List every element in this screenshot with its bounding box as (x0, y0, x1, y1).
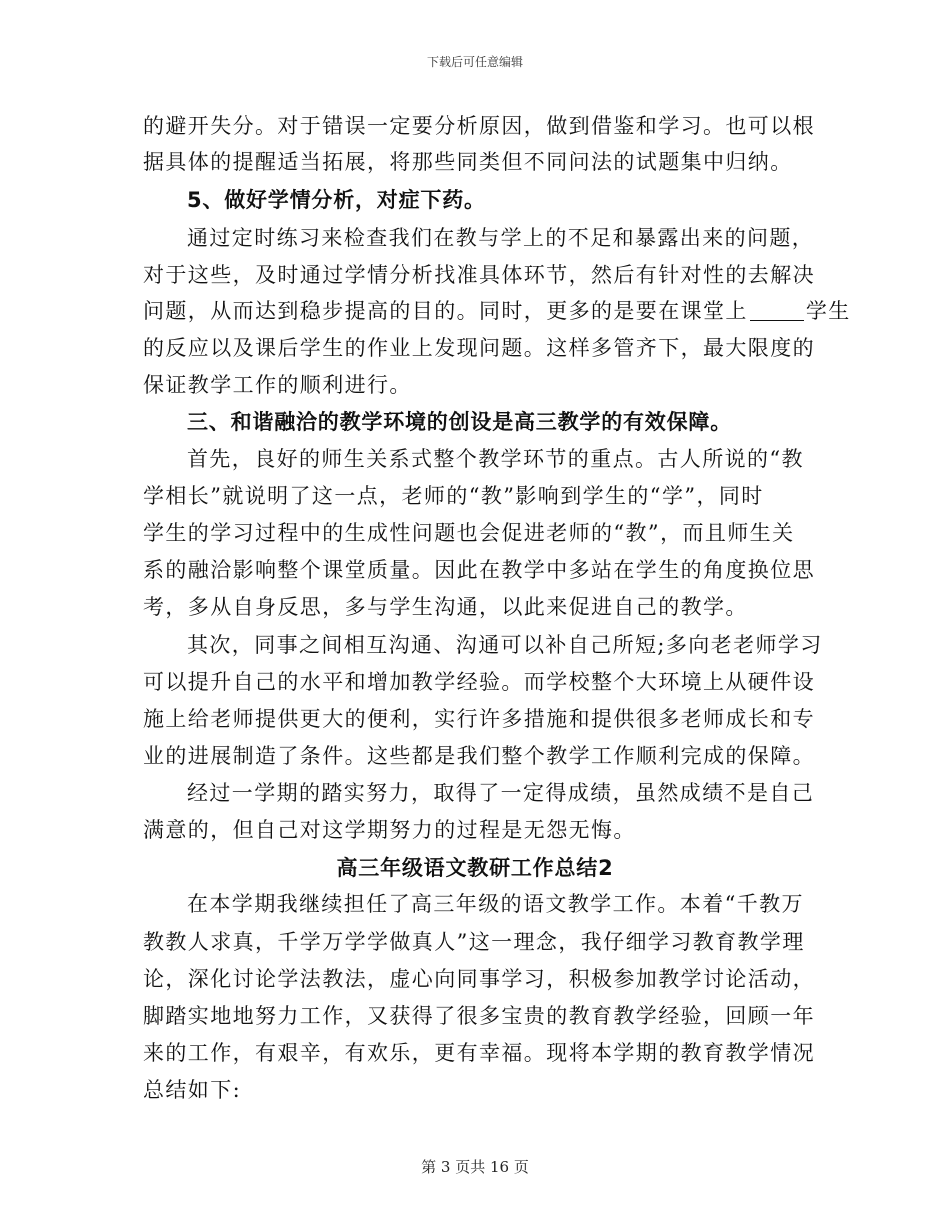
paragraph-line: 论，深化讨论学法教法，虚心向同事学习，积极参加教学讨论活动， (143, 967, 815, 991)
paragraph-line: 施上给老师提供更大的便利，实行许多措施和提供很多老师成长和专 (143, 707, 815, 731)
paragraph-line: 脚踏实地地努力工作，又获得了很多宝贵的教育教学经验，回顾一年 (143, 1004, 815, 1028)
document-title: 高三年级语文教研工作总结2 (336, 856, 614, 880)
paragraph-line: 总结如下: (143, 1078, 242, 1102)
paragraph-line: 对于这些，及时通过学情分析找准具体环节，然后有针对性的去解决 (143, 263, 815, 287)
paragraph-line: 经过一学期的踏实努力，取得了一定得成绩，虽然成绩不是自己 (187, 781, 815, 805)
line-text-before-blank: 问题，从而达到稳步提高的目的。同时，更多的是要在课堂上 (143, 299, 748, 323)
section-heading: 三、和谐融洽的教学环境的创设是高三教学的有效保障。 (187, 410, 732, 434)
section-heading: 5、做好学情分析，对症下药。 (187, 188, 486, 212)
page-header: 下载后可任意编辑 (426, 55, 523, 69)
paragraph-line: 可以提升自己的水平和增加教学经验。而学校整个大环境上从硬件设 (143, 670, 815, 694)
paragraph-line: 据具体的提醒适当拓展，将那些同类但不同问法的试题集中归纳。 (143, 150, 793, 174)
paragraph-line: 学生的学习过程中的生成性问题也会促进老师的“教”，而且师生关 (143, 521, 795, 545)
paragraph-line: 保证教学工作的顺利进行。 (143, 373, 412, 397)
paragraph-line: 的反应以及课后学生的作业上发现问题。这样多管齐下，最大限度的 (143, 336, 815, 360)
fill-in-blank (750, 298, 804, 321)
line-text-after-blank: 学生 (805, 299, 851, 323)
paragraph-line: 其次，同事之间相互沟通、沟通可以补自己所短;多向老老师学习 (187, 633, 823, 657)
paragraph-line: 来的工作，有艰辛，有欢乐，更有幸福。现将本学期的教育教学情况 (143, 1041, 815, 1065)
paragraph-line: 学相长”就说明了这一点，老师的“教”影响到学生的“学”，同时 (143, 484, 764, 508)
paragraph-line: 首先，良好的师生关系式整个教学环节的重点。古人所说的“教 (187, 447, 804, 471)
paragraph-line: 系的融洽影响整个课堂质量。因此在教学中多站在学生的角度换位思 (143, 558, 815, 582)
paragraph-line: 教教人求真，千学万学学做真人”这一理念，我仔细学习教育教学理 (143, 930, 805, 954)
paragraph-line: 的避开失分。对于错误一定要分析原因，做到借鉴和学习。也可以根 (143, 114, 815, 138)
paragraph-line-with-blank (143, 293, 851, 329)
page-footer: 第 3 页共 16 页 (421, 1158, 529, 1176)
paragraph-line: 在本学期我继续担任了高三年级的语文教学工作。本着“千教万 (187, 892, 804, 916)
paragraph-line: 满意的，但自己对这学期努力的过程是无怨无悔。 (143, 818, 636, 842)
paragraph-line: 通过定时练习来检查我们在教与学上的不足和暴露出来的问题， (187, 226, 815, 250)
paragraph-line: 业的进展制造了条件。这些都是我们整个教学工作顺利完成的保障。 (143, 744, 815, 768)
paragraph-line: 考，多从自身反思，多与学生沟通，以此来促进自己的教学。 (143, 595, 748, 619)
